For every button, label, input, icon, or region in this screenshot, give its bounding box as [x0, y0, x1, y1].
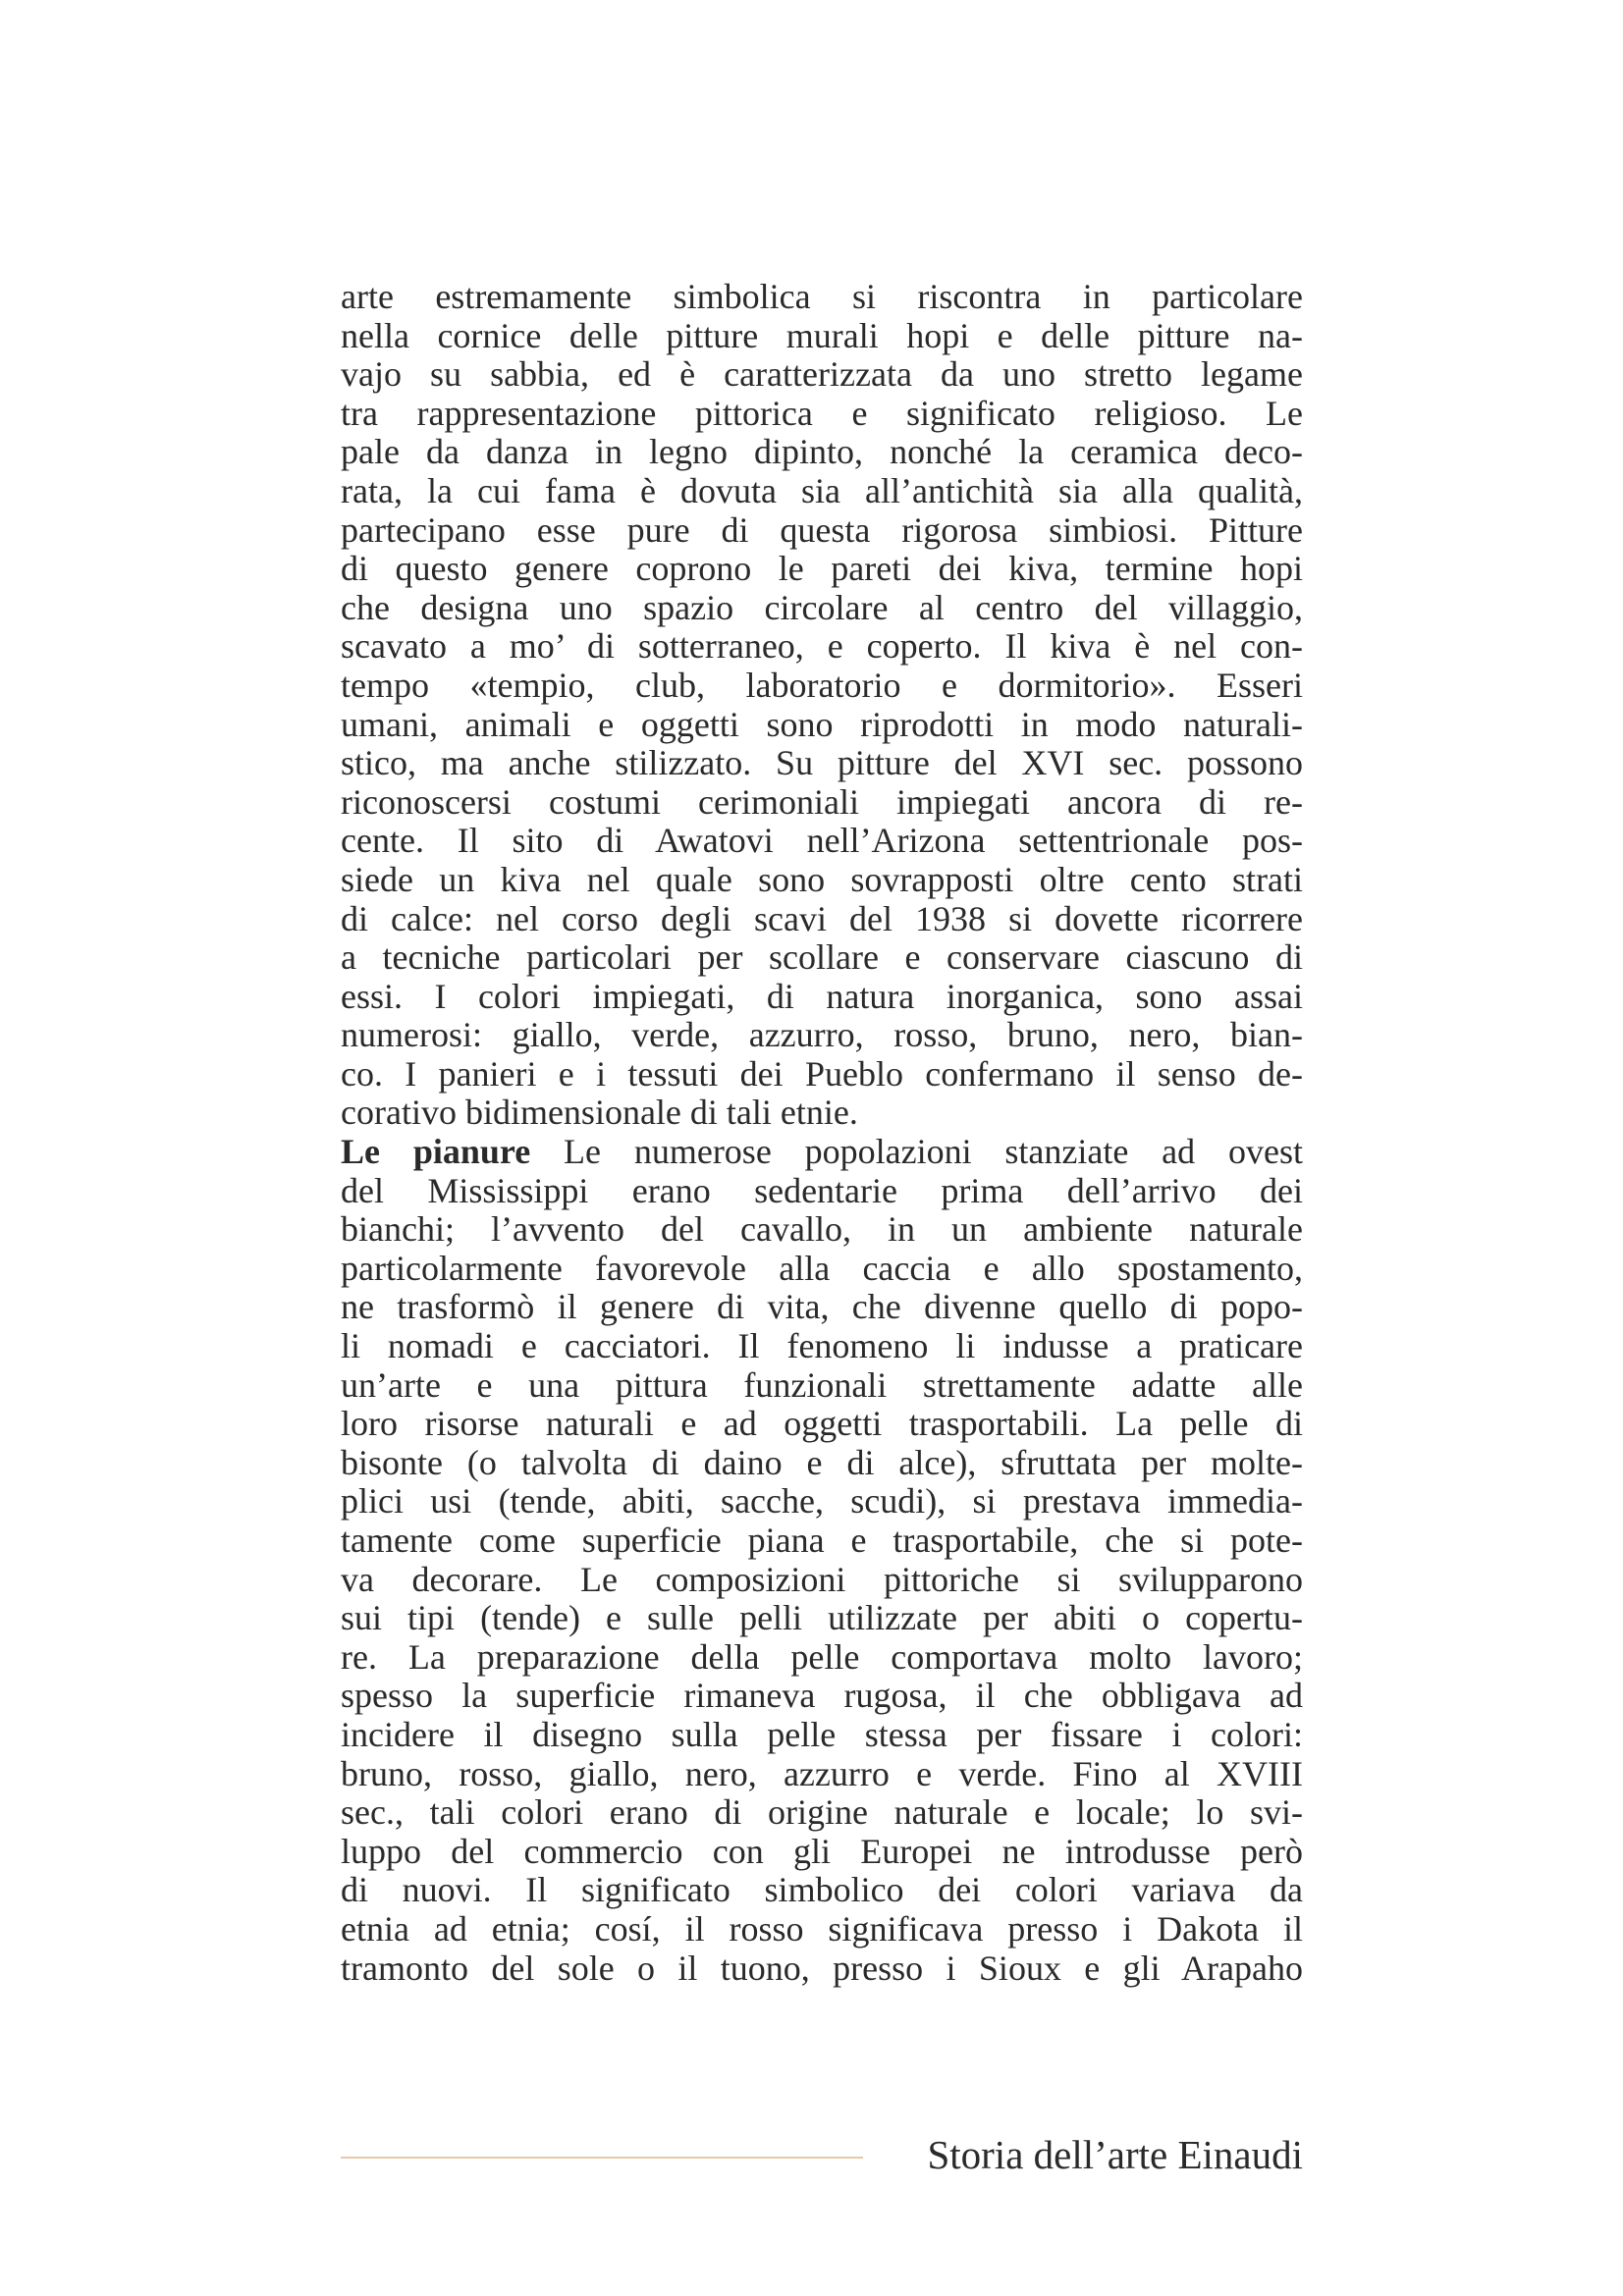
text-line: umani, animali e oggetti sono riprodotti in modo naturali- [341, 704, 1303, 744]
text-line: plici usi (tende, abiti, sacche, scudi), si prestava immedia- [341, 1481, 1303, 1522]
text-line: co. I panieri e i tessuti dei Pueblo confermano il senso de- [341, 1053, 1303, 1094]
text-line: arte estremamente simbolica si riscontra in particolare [341, 277, 1303, 316]
text-line: sec., tali colori erano di origine naturale e locale; lo svi- [341, 1792, 1303, 1833]
text-line: di questo genere coprono le pareti dei kiva, termine hopi [341, 549, 1303, 589]
text-line: cente. Il sito di Awatovi nell’Arizona settentrionale pos- [341, 821, 1303, 861]
text-line: nella cornice delle pitture murali hopi e delle pitture na- [341, 315, 1303, 355]
text-line: etnia ad etnia; cosí, il rosso significava presso i Dakota il [341, 1908, 1303, 1949]
text-line: loro risorse naturali e ad oggetti trasportabili. La pelle di [341, 1404, 1303, 1444]
text-line: li nomadi e cacciatori. Il fenomeno li indusse a praticare [341, 1326, 1303, 1366]
text-line: va decorare. Le composizioni pittoriche si svilupparono [341, 1559, 1303, 1599]
text-line: bisonte (o talvolta di daino e di alce), sfruttata per molte- [341, 1442, 1303, 1482]
text-line: partecipano esse pure di questa rigorosa simbiosi. Pitture [341, 509, 1303, 550]
text-line: re. La preparazione della pelle comportava molto lavoro; [341, 1636, 1303, 1677]
footer-divider [341, 2157, 863, 2159]
text-line: a tecniche particolari per scollare e conservare ciascuno di [341, 937, 1303, 978]
text-line: un’arte e una pittura funzionali strettamente adatte alle [341, 1364, 1303, 1405]
text-line: luppo del commercio con gli Europei ne introdusse però [341, 1831, 1303, 1871]
text-line: siede un kiva nel quale sono sovrapposti oltre cento strati [341, 859, 1303, 899]
text-line: ne trasformò il genere di vita, che divenne quello di popo- [341, 1287, 1303, 1327]
text-line: spesso la superficie rimaneva rugosa, il che obbligava ad [341, 1676, 1303, 1716]
paragraph-pueblo-art [341, 278, 1303, 1133]
text-line: stico, ma anche stilizzato. Su pitture del XVI sec. possono [341, 743, 1303, 783]
footer-publication-title: Storia dell’arte Einaudi [927, 2132, 1303, 2177]
text-line-rest: Le numerose popolazioni stanziate ad ovest [530, 1132, 1303, 1172]
text-line: di nuovi. Il significato simbolico dei colori variava da [341, 1870, 1303, 1910]
text-line: vajo su sabbia, ed è caratterizzata da uno stretto legame [341, 354, 1303, 395]
text-line: pale da danza in legno dipinto, nonché la ceramica deco- [341, 432, 1303, 472]
text-line: riconoscersi costumi cerimoniali impiegati ancora di re- [341, 781, 1303, 822]
text-line: rata, la cui fama è dovuta sia all’antichità sia alla qualità, [341, 470, 1303, 510]
text-line: scavato a mo’ di sotterraneo, e coperto. Il kiva è nel con- [341, 626, 1303, 667]
text-line: tamente come superficie piana e trasportabile, che si pote- [341, 1521, 1303, 1560]
text-line: di calce: nel corso degli scavi del 1938 si dovette ricorrere [341, 898, 1303, 938]
text-line-with-heading [341, 1133, 1303, 1172]
text-line: bianchi; l’avvento del cavallo, in un ambiente naturale [341, 1209, 1303, 1250]
text-line: del Mississippi erano sedentarie prima dell’arrivo dei [341, 1170, 1303, 1210]
text-line: tramonto del sole o il tuono, presso i Sioux e gli Arapaho [341, 1948, 1303, 1988]
text-line: incidere il disegno sulla pelle stessa per fissare i colori: [341, 1714, 1303, 1754]
paragraph-plains-art [341, 1133, 1303, 1988]
text-line: tra rappresentazione pittorica e significato religioso. Le [341, 393, 1303, 433]
text-line: particolarmente favorevole alla caccia e allo spostamento, [341, 1248, 1303, 1288]
text-line: numerosi: giallo, verde, azzurro, rosso, bruno, nero, bian- [341, 1015, 1303, 1055]
text-line: che designa uno spazio circolare al centro del villaggio, [341, 587, 1303, 627]
text-line: sui tipi (tende) e sulle pelli utilizzate per abiti o copertu- [341, 1598, 1303, 1638]
body-text [341, 278, 1303, 1988]
text-line: bruno, rosso, giallo, nero, azzurro e verde. Fino al XVIII [341, 1753, 1303, 1793]
text-line: corativo bidimensionale di tali etnie. [341, 1093, 858, 1133]
section-heading-le-pianure: Le pianure [341, 1132, 531, 1172]
text-line: tempo «tempio, club, laboratorio e dormitorio». Esseri [341, 665, 1303, 705]
text-line: essi. I colori impiegati, di natura inorganica, sono assai [341, 976, 1303, 1016]
